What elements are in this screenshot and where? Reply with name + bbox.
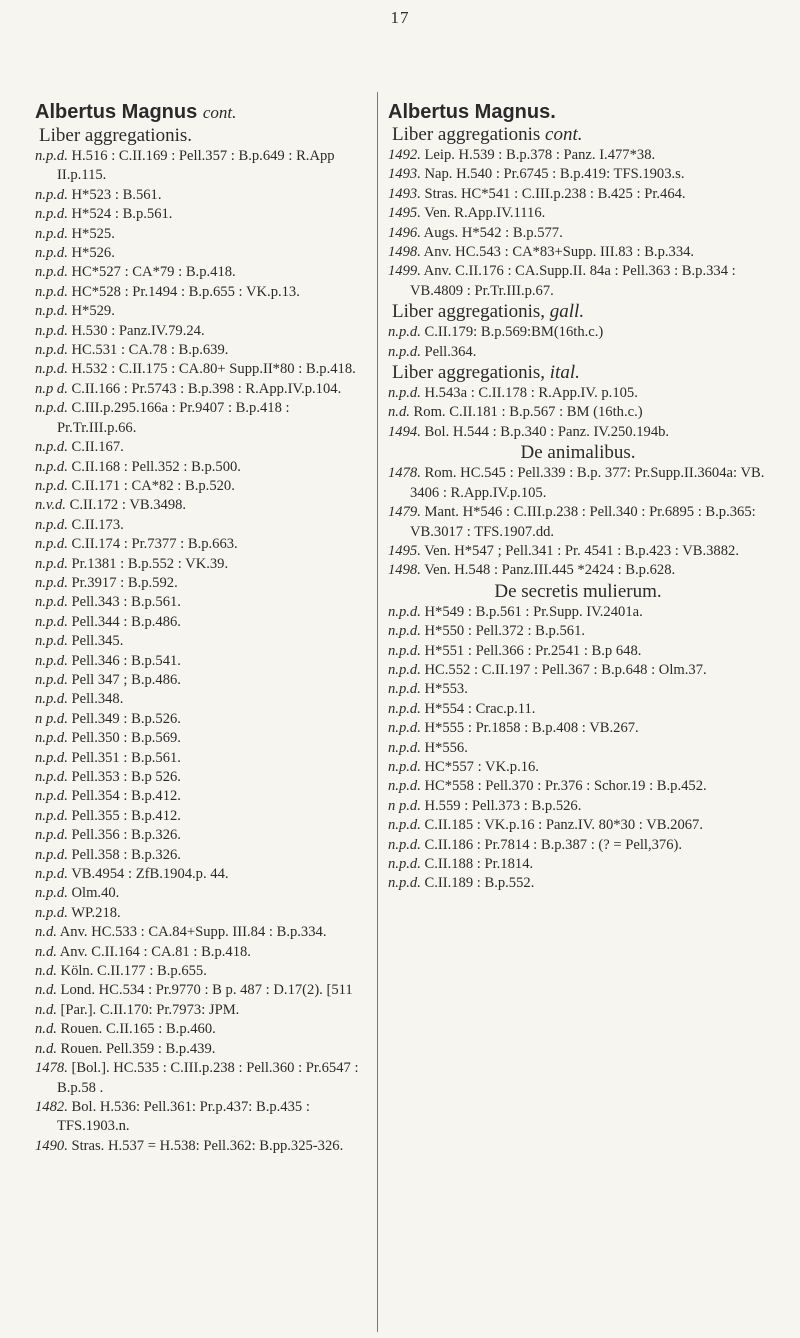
- entry-text: H.543a : C.II.178 : R.App.IV. p.105.: [420, 385, 638, 402]
- catalog-entry: [35, 516, 370, 535]
- entry-label: n.p.d.: [35, 574, 68, 591]
- catalog-entry: [35, 322, 370, 341]
- entry-label: 1479.: [388, 504, 421, 521]
- catalog-entry: [35, 710, 370, 729]
- catalog-entry: [388, 661, 768, 680]
- entry-label: n.p.d.: [35, 303, 68, 320]
- entry-label: n.p.d.: [35, 769, 68, 785]
- catalog-entry: [388, 384, 768, 403]
- entry-text: Anv. C.II.176 : CA.Supp.II. 84a : Pell.363 : B.p.334 : VB.4809 : Pr.Tr.III.p.67.: [410, 263, 736, 299]
- entry-label: n.p.d.: [35, 633, 68, 650]
- entry-text: Pell.353 : B.p 526.: [67, 769, 181, 785]
- catalog-entry: [35, 632, 370, 651]
- catalog-entry: [388, 343, 768, 362]
- entry-text: Augs. H*542 : B.p.577.: [420, 224, 563, 241]
- catalog-entry: [35, 244, 370, 263]
- entry-label: n.p.d.: [35, 206, 68, 223]
- entry-text: Anv. HC.533 : CA.84+Supp. III.84 : B.p.334.: [56, 924, 327, 941]
- catalog-entry: [388, 204, 768, 223]
- entry-label: n.p.d.: [35, 749, 68, 766]
- entry-text: C.II.171 : CA*82 : B.p.520.: [67, 477, 235, 494]
- section-heading: [392, 301, 768, 323]
- entry-label: n.d.: [35, 1021, 57, 1038]
- entry-label: 1495.: [388, 542, 421, 559]
- entry-text: Pell.354 : B.p.412.: [67, 788, 181, 805]
- entry-text: H*550 : Pell.372 : B.p.561.: [420, 623, 586, 640]
- page-number: 17: [390, 8, 410, 27]
- entry-text: C.II.186 : Pr.7814 : B.p.387 : (? = Pell,376).: [420, 836, 683, 853]
- entry-text: Pell.358 : B.p.326.: [67, 846, 181, 863]
- catalog-entry: [35, 826, 370, 845]
- entry-label: n.p.d.: [35, 730, 68, 747]
- section-heading-text: Liber aggregationis.: [39, 125, 193, 146]
- catalog-entry: [388, 185, 768, 204]
- entry-label: n.d.: [35, 982, 57, 999]
- entry-text: H*554 : Crac.p.11.: [420, 700, 536, 717]
- entry-label: n.p.d.: [35, 477, 68, 494]
- entry-text: Pell.343 : B.p.561.: [67, 594, 181, 611]
- entry-text: Rouen. Pell.359 : B.p.439.: [56, 1040, 216, 1057]
- catalog-entry: [388, 542, 768, 561]
- entry-text: C.II.168 : Pell.352 : B.p.500.: [67, 458, 241, 475]
- entry-text: Bol. H.544 : B.p.340 : Panz. IV.250.194b.: [420, 423, 670, 440]
- catalog-entry: [388, 323, 768, 342]
- catalog-entry: [388, 561, 768, 580]
- entry-text: Anv. HC.543 : CA*83+Supp. III.83 : B.p.334.: [420, 244, 695, 261]
- section-heading: [39, 125, 370, 147]
- catalog-entry: [35, 1059, 370, 1098]
- entry-label: n.p.d.: [35, 148, 68, 164]
- entry-label: n.p.d.: [388, 758, 421, 775]
- right-column: [388, 100, 768, 894]
- catalog-entry: [388, 816, 768, 835]
- entry-text: Pell.351 : B.p.561.: [67, 749, 181, 766]
- entry-label: 1496.: [388, 224, 421, 241]
- catalog-entry: [35, 399, 370, 438]
- catalog-entry: [35, 1137, 370, 1156]
- entry-text: Anv. C.II.164 : CA.81 : B.p.418.: [56, 943, 251, 960]
- catalog-entry: [35, 981, 370, 1000]
- catalog-entry: [35, 884, 370, 903]
- catalog-entry: [388, 700, 768, 719]
- left-column: [35, 100, 370, 1156]
- entry-text: H*551 : Pell.366 : Pr.2541 : B.p 648.: [420, 642, 642, 659]
- catalog-entry: [35, 555, 370, 574]
- entry-label: n.p.d.: [35, 652, 68, 669]
- entry-text: Pell 347 ; B.p.486.: [67, 671, 181, 688]
- entry-text: Stras. HC*541 : C.III.p.238 : B.425 : Pr.464.: [420, 185, 686, 202]
- catalog-entry: [388, 739, 768, 758]
- entry-label: n.p.d.: [35, 400, 68, 417]
- entry-label: n.p.d.: [35, 186, 68, 203]
- catalog-entry: [35, 593, 370, 612]
- catalog-entry: [35, 496, 370, 515]
- catalog-entry: [388, 423, 768, 442]
- entry-text: Lond. HC.534 : Pr.9770 : B p. 487 : D.17(2). [511: [56, 982, 353, 999]
- entry-label: n.p.d.: [35, 846, 68, 863]
- catalog-entry: [35, 729, 370, 748]
- catalog-entry: [35, 263, 370, 282]
- entry-label: 1495.: [388, 205, 421, 222]
- catalog-entry: [388, 855, 768, 874]
- entry-text: Pell.364.: [420, 343, 477, 360]
- entry-label: n.d.: [35, 1001, 57, 1018]
- entry-label: n.p.d.: [35, 516, 68, 533]
- catalog-entry: [35, 787, 370, 806]
- entry-text: H*524 : B.p.561.: [67, 206, 173, 223]
- catalog-entry: [35, 1040, 370, 1059]
- catalog-entry: [35, 380, 370, 399]
- right-heading: Albertus Magnus.: [388, 101, 556, 123]
- catalog-entry: [388, 797, 768, 816]
- catalog-entry: [388, 224, 768, 243]
- catalog-entry: [388, 777, 768, 796]
- section-heading-qualifier: gall.: [545, 301, 585, 323]
- catalog-entry: [388, 262, 768, 301]
- entry-label: n.p.d.: [35, 807, 68, 824]
- catalog-entry: [35, 690, 370, 709]
- catalog-entry: [388, 758, 768, 777]
- section-heading-text: Liber aggregationis,: [392, 301, 546, 323]
- catalog-entry: [35, 846, 370, 865]
- catalog-entry: [388, 680, 768, 699]
- entry-label: n.p.d.: [388, 836, 421, 853]
- entry-label: n.p.d.: [388, 661, 421, 678]
- catalog-entry: [388, 243, 768, 262]
- entry-text: Bol. H.536: Pell.361: Pr.p.437: B.p.435 : TFS.1903.n.: [57, 1098, 310, 1135]
- entry-text: Nap. H.540 : Pr.6745 : B.p.419: TFS.1903.s.: [420, 166, 685, 183]
- catalog-entry: [35, 360, 370, 379]
- catalog-entry: [35, 574, 370, 593]
- catalog-entry: [35, 652, 370, 671]
- entry-label: n.p.d.: [388, 343, 421, 360]
- entry-text: Pell.345.: [67, 633, 124, 650]
- entry-label: n.d.: [388, 404, 410, 421]
- entry-text: C.II.189 : B.p.552.: [420, 875, 535, 892]
- entry-text: H*549 : B.p.561 : Pr.Supp. IV.2401a.: [420, 603, 643, 620]
- entry-text: C.II.172 : VB.3498.: [65, 497, 187, 514]
- entry-text: HC.552 : C.II.197 : Pell.367 : B.p.648 : Olm.37.: [420, 661, 707, 678]
- catalog-entry: [35, 438, 370, 457]
- catalog-entry: [35, 1020, 370, 1039]
- catalog-entry: [35, 205, 370, 224]
- entry-label: n.p.d.: [35, 827, 68, 844]
- entry-label: n.p.d.: [35, 555, 68, 572]
- entry-text: C.II.167.: [67, 439, 124, 456]
- entry-text: Mant. H*546 : C.III.p.238 : Pell.340 : Pr.6895 : B.p.365: VB.3017 : TFS.1907.dd.: [410, 504, 756, 540]
- section-heading-text: De secretis mulierum.: [494, 580, 662, 602]
- entry-text: H*555 : Pr.1858 : B.p.408 : VB.267.: [420, 720, 639, 737]
- entry-label: n.p.d.: [35, 613, 68, 630]
- catalog-entry: [388, 146, 768, 165]
- entry-text: H*525.: [67, 225, 115, 242]
- catalog-entry: [35, 904, 370, 923]
- catalog-entry: [35, 1001, 370, 1020]
- entry-label: n.d.: [35, 963, 57, 980]
- catalog-entry: [35, 225, 370, 244]
- entry-label: n.p.d.: [388, 681, 421, 698]
- catalog-entry: [388, 165, 768, 184]
- entry-text: Pr.1381 : B.p.552 : VK.39.: [67, 555, 229, 572]
- entry-text: Rom. C.II.181 : B.p.567 : BM (16th.c.): [409, 404, 643, 421]
- entry-label: n.p.d.: [388, 385, 421, 402]
- entry-label: 1499.: [388, 263, 421, 280]
- catalog-entry: [35, 962, 370, 981]
- entry-label: n.p.d.: [35, 885, 68, 902]
- entry-text: [Bol.]. HC.535 : C.III.p.238 : Pell.360 : Pr.6547 : B.p.58 .: [57, 1060, 359, 1096]
- entry-text: Pell.350 : B.p.569.: [67, 730, 181, 747]
- entry-text: Pell.344 : B.p.486.: [67, 613, 181, 630]
- entry-label: n.p.d.: [35, 594, 68, 611]
- column-divider: [377, 92, 378, 1332]
- entry-label: n.p.d.: [35, 671, 68, 688]
- entry-label: 1482.: [35, 1098, 68, 1115]
- catalog-entry: [388, 719, 768, 738]
- entry-text: H.559 : Pell.373 : B.p.526.: [420, 797, 582, 814]
- entry-text: Köln. C.II.177 : B.p.655.: [56, 963, 207, 980]
- entry-text: WP.218.: [67, 904, 121, 921]
- entry-label: n.p.d.: [35, 536, 68, 553]
- left-heading: [35, 100, 370, 125]
- section-heading-text: Liber aggregationis,: [392, 362, 546, 384]
- entry-label: 1478.: [388, 465, 421, 482]
- entry-text: HC*557 : VK.p.16.: [420, 758, 539, 775]
- entry-text: Pell.349 : B.p.526.: [67, 710, 181, 727]
- entry-text: C.II.174 : Pr.7377 : B.p.663.: [67, 536, 238, 553]
- catalog-entry: [35, 865, 370, 884]
- section-heading: [392, 362, 768, 384]
- entry-label: 1494.: [388, 423, 421, 440]
- entry-label: n.p.d.: [388, 856, 421, 872]
- catalog-entry: [35, 477, 370, 496]
- entry-text: HC*528 : Pr.1494 : B.p.655 : VK.p.13.: [67, 283, 300, 300]
- entry-label: n.p.d.: [35, 245, 68, 262]
- entry-label: n.p.d.: [388, 623, 421, 640]
- entry-label: n.p.d.: [35, 361, 68, 378]
- entry-label: n.d.: [35, 1040, 57, 1057]
- catalog-entry: [35, 768, 370, 787]
- catalog-entry: [35, 613, 370, 632]
- entry-text: VB.4954 : ZfB.1904.p. 44.: [67, 866, 229, 883]
- entry-label: n.p.d.: [388, 778, 421, 795]
- entry-text: H.530 : Panz.IV.79.24.: [67, 322, 205, 339]
- entry-label: n.p.d.: [388, 875, 421, 892]
- entry-text: H.532 : C.II.175 : CA.80+ Supp.II*80 : B.p.418.: [67, 361, 356, 378]
- entry-label: n.p.d.: [35, 322, 68, 339]
- entry-text: H*556.: [420, 739, 468, 756]
- catalog-entry: [35, 1098, 370, 1137]
- section-heading-text: Liber aggregationis: [392, 124, 541, 145]
- entry-text: Olm.40.: [67, 885, 120, 902]
- catalog-entry: [35, 458, 370, 477]
- entry-text: Pell.355 : B.p.412.: [67, 807, 181, 824]
- section-heading-qualifier: ital.: [545, 362, 580, 384]
- entry-text: Pr.3917 : B.p.592.: [67, 574, 178, 591]
- section-heading-qualifier: cont.: [540, 124, 583, 145]
- entry-label: 1493.: [388, 185, 421, 202]
- catalog-entry: [35, 671, 370, 690]
- entry-label: n.p d.: [35, 380, 68, 397]
- entry-label: n.p.d.: [35, 439, 68, 456]
- catalog-entry: [388, 836, 768, 855]
- entry-label: 1492.: [388, 147, 421, 163]
- entry-text: Pell.356 : B.p.326.: [67, 827, 181, 844]
- entry-text: C.II.166 : Pr.5743 : B.p.398 : R.App.IV.p.104.: [67, 380, 342, 397]
- entry-label: n.p.d.: [388, 324, 421, 341]
- entry-label: n.p.d.: [35, 225, 68, 242]
- entry-text: Rom. HC.545 : Pell.339 : B.p. 377: Pr.Supp.II.3604a: VB. 3406 : R.App.IV.p.105.: [410, 465, 765, 501]
- catalog-entry: [388, 403, 768, 422]
- entry-label: n.d.: [35, 924, 57, 941]
- section-heading: [388, 442, 768, 464]
- entry-label: n.p.d.: [35, 283, 68, 300]
- catalog-entry: [35, 923, 370, 942]
- entry-text: HC*527 : CA*79 : B.p.418.: [67, 264, 236, 281]
- left-heading-title: Albertus Magnus: [35, 101, 198, 123]
- entry-label: n.p.d.: [35, 904, 68, 921]
- entry-label: 1498.: [388, 244, 421, 261]
- entry-label: n.p.d.: [388, 817, 421, 834]
- catalog-entry: [388, 503, 768, 542]
- entry-text: Rouen. C.II.165 : B.p.460.: [56, 1021, 216, 1038]
- entry-text: C.II.173.: [67, 516, 124, 533]
- catalog-entry: [388, 874, 768, 893]
- entry-label: 1498.: [388, 562, 421, 579]
- entry-label: n.p.d.: [388, 739, 421, 756]
- entry-label: n.p.d.: [35, 788, 68, 805]
- entry-text: H*529.: [67, 303, 115, 320]
- entry-text: C.III.p.295.166a : Pr.9407 : B.p.418 : Pr.Tr.III.p.66.: [57, 400, 290, 436]
- entry-text: C.II.185 : VK.p.16 : Panz.IV. 80*30 : VB.2067.: [420, 817, 703, 834]
- entry-label: n.d.: [35, 943, 57, 960]
- entry-label: n.v.d.: [35, 497, 66, 514]
- entry-text: H*553.: [420, 681, 468, 698]
- entry-text: Pell.348.: [67, 691, 124, 708]
- entry-label: 1493.: [388, 166, 421, 183]
- entry-label: n.p.d.: [35, 691, 68, 708]
- entry-label: n.p.d.: [35, 342, 68, 359]
- catalog-entry: [388, 464, 768, 503]
- section-heading-text: De animalibus.: [520, 442, 636, 464]
- entry-text: H*523 : B.561.: [67, 186, 162, 203]
- catalog-entry: [35, 807, 370, 826]
- entry-text: Ven. H*547 ; Pell.341 : Pr. 4541 : B.p.423 : VB.3882.: [420, 542, 739, 559]
- catalog-entry: [388, 642, 768, 661]
- section-heading: [388, 581, 768, 603]
- entry-text: C.II.188 : Pr.1814.: [420, 856, 534, 872]
- entry-text: C.II.179: B.p.569:BM(16th.c.): [420, 324, 604, 341]
- entry-label: n.p.d.: [388, 642, 421, 659]
- section-heading: [392, 124, 768, 146]
- entry-label: 1490.: [35, 1137, 68, 1154]
- entry-label: n p.d.: [35, 710, 68, 727]
- left-heading-cont: cont.: [202, 103, 237, 122]
- catalog-entry: [35, 535, 370, 554]
- catalog-entry: [35, 283, 370, 302]
- entry-text: H.516 : C.II.169 : Pell.357 : B.p.649 : R.App II.p.115.: [57, 148, 335, 184]
- entry-label: n.p.d.: [388, 700, 421, 717]
- entry-text: Ven. H.548 : Panz.III.445 *2424 : B.p.628.: [420, 562, 676, 579]
- catalog-entry: [35, 147, 370, 186]
- entry-label: n.p.d.: [388, 603, 421, 620]
- catalog-entry: [35, 302, 370, 321]
- catalog-entry: [388, 622, 768, 641]
- entry-label: n.p.d.: [35, 458, 68, 475]
- entry-label: 1478.: [35, 1060, 68, 1077]
- catalog-entry: [35, 749, 370, 768]
- catalog-entry: [35, 186, 370, 205]
- entry-label: n.p.d.: [388, 720, 421, 737]
- catalog-entry: [35, 341, 370, 360]
- entry-text: Stras. H.537 = H.538: Pell.362: B.pp.325-326.: [67, 1137, 344, 1154]
- entry-text: Ven. R.App.IV.1116.: [420, 205, 546, 222]
- entry-text: Leip. H.539 : B.p.378 : Panz. I.477*38.: [420, 147, 656, 163]
- entry-text: Pell.346 : B.p.541.: [67, 652, 181, 669]
- catalog-entry: [388, 603, 768, 622]
- entry-text: HC*558 : Pell.370 : Pr.376 : Schor.19 : B.p.452.: [420, 778, 707, 795]
- entry-text: HC.531 : CA.78 : B.p.639.: [67, 342, 229, 359]
- entry-label: n.p.d.: [35, 866, 68, 883]
- entry-label: n p.d.: [388, 797, 421, 814]
- entry-label: n.p.d.: [35, 264, 68, 281]
- catalog-entry: [35, 943, 370, 962]
- entry-text: H*526.: [67, 245, 115, 262]
- entry-text: [Par.]. C.II.170: Pr.7973: JPM.: [56, 1001, 240, 1018]
